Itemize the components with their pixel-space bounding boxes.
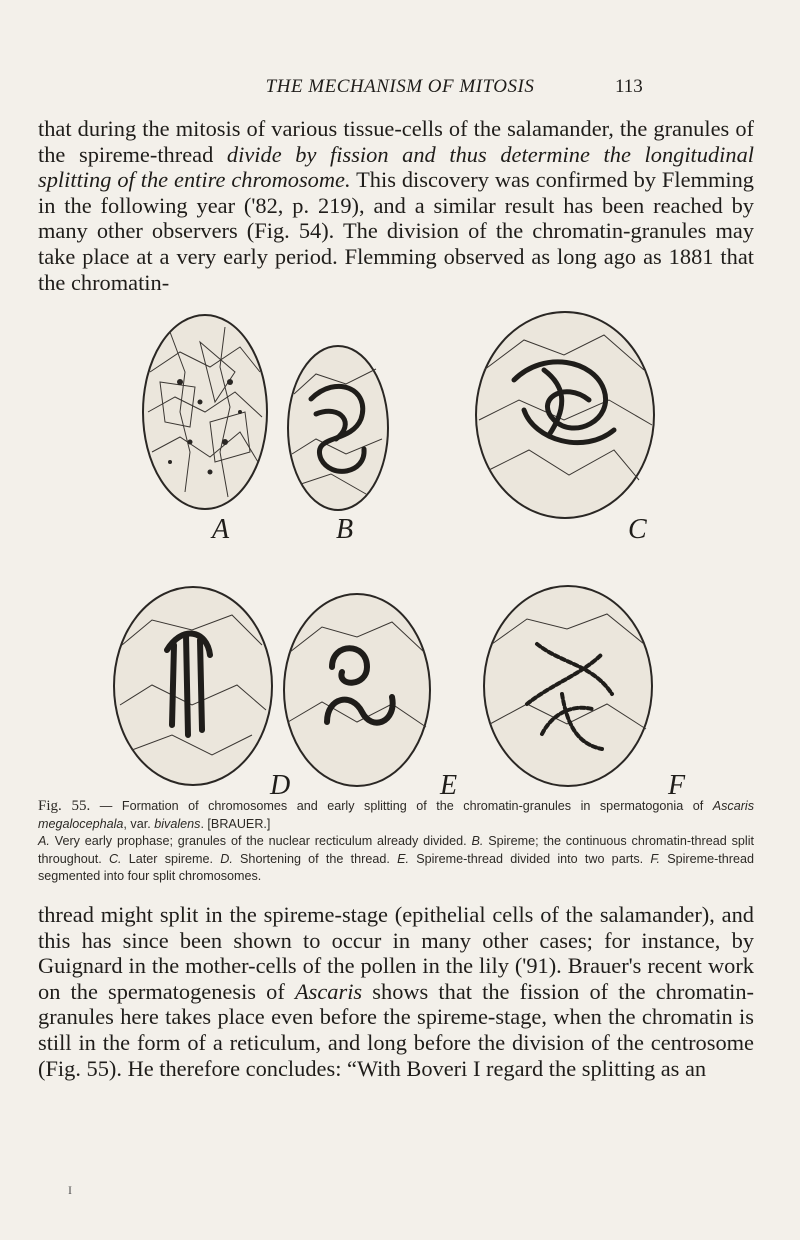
paragraph-top-italic: divide by fission and thus determine the longitudinal splitting of the entire chromosome. [38,141,754,193]
paragraph-top [38,116,754,295]
paragraph-top-text-2: This discovery was confirmed by Flemming in the following year ('82, p. 219), and a similar result has been reached by many other observers (Fig. 54). The division of the chromatin-granules may take place at a very early period. Flemming observed as long ago as 1881 that the chromatin- [38,167,754,295]
page-number: 113 [615,76,643,97]
cell-illustration-f [482,584,654,788]
caption-text-e: Spireme-thread divided into two parts. [408,851,651,866]
figure-55 [0,300,800,800]
caption-key-f: F. [650,851,660,866]
caption-key-e: E. [397,851,409,866]
caption-credit: . [BRAUER.] [200,816,271,831]
caption-text-a: Very early prophase; granules of the nuclear recticulum already divided. [49,834,472,848]
caption-key-a: A. [38,834,50,848]
plate-label-d: D [270,770,291,801]
cell-illustration-b [286,344,390,512]
paragraph-bottom [38,902,754,1081]
caption-species: Ascaris megalocephala [38,799,755,831]
caption-var-text: , var. [123,816,155,831]
plate-label-c: C [628,514,647,545]
caption-fig-number: Fig. 55. [38,798,91,814]
caption-title-text: Formation of chromosomes and early splitting of the chromatin-granules in spermatogonia of [121,799,713,813]
caption-key-c: C. [108,851,122,866]
cell-illustration-d [112,585,274,787]
caption-variety: bivalens [154,816,201,831]
running-header [0,76,800,100]
cell-illustration-a [140,312,270,512]
running-head-title: THE MECHANISM OF MITOSIS [265,76,535,97]
caption-text-f: Spireme-thread segmented into four split chromosomes. [38,851,755,883]
paragraph-bottom-italic: Ascaris [294,978,363,1004]
caption-text-d: Shortening of the thread. [232,851,398,866]
cell-illustration-c [474,310,656,520]
plate-label-f: F [668,770,686,801]
paragraph-bottom-text-2: shows that the fission of the chromatin-granules here takes place even before the spireme-stage, when the chromatin is still in the form of a reticulum, and long before the division of the centrosome (Fig. 55). He therefore concludes: “With Boveri I regard the splitting as an [38,978,754,1081]
plate-label-b: B [336,514,354,545]
caption-key-d: D. [220,851,233,866]
caption-text-b: Spireme; the continuous chromatin-thread split throughout. [38,834,754,866]
figure-caption [38,798,754,886]
plate-label-a: A [212,514,230,545]
paragraph-top-text-1: that during the mitosis of various tissue-cells of the salamander, the granules of the spireme-thread [38,116,754,167]
caption-dash: — [90,799,122,813]
cell-illustration-e [282,592,432,788]
plate-label-e: E [440,770,458,801]
caption-text-c: Later spireme. [121,851,221,866]
paragraph-bottom-text-1: thread might split in the spireme-stage (epithelial cells of the salamander), and this has since been shown to occur in many other cases; for instance, by Guignard in the mother-cells of the pollen in the lily ('91). Brauer's recent work on the spermatogenesis of [38,902,754,1004]
caption-key-b: B. [471,834,484,848]
signature-mark: I [68,1183,72,1197]
